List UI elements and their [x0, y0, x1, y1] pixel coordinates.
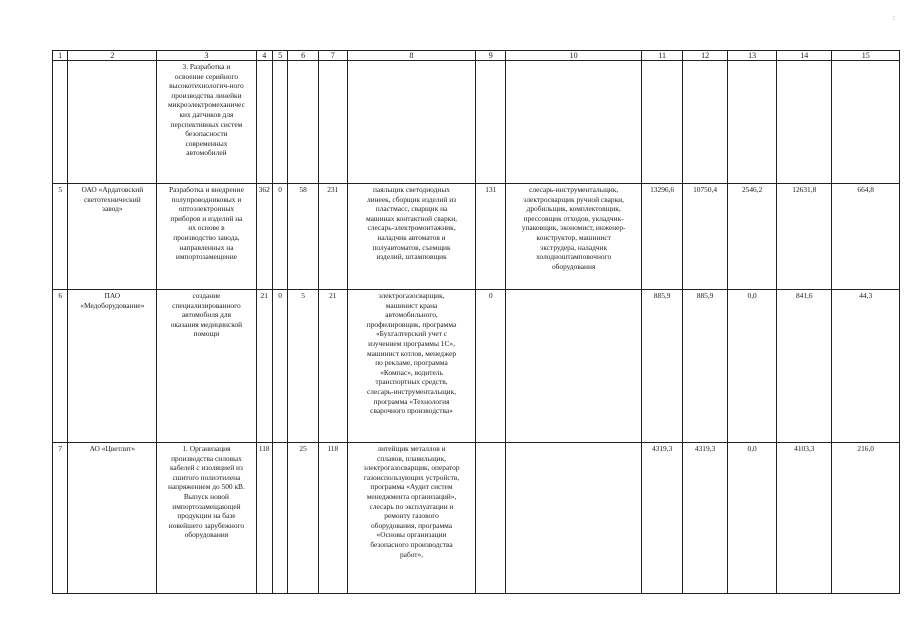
row-number: 7: [53, 443, 68, 594]
professions-cell: [506, 443, 642, 594]
row-number: [53, 61, 68, 184]
value-cell: [288, 61, 319, 184]
table-row: [53, 61, 900, 184]
header-cell: 8: [347, 51, 476, 61]
value-cell: 131: [476, 184, 506, 290]
header-cell: 3: [157, 51, 256, 61]
professions-cell: слесарь-инструментальщик, электросварщик ручной сварки, дробильщик, комплектовщик, прессовщик отходов, укладчик- упаковщик, экономист, инженер- конструктор, машинист экструдера, наладчик холодноштамповочного оборудования: [506, 184, 642, 290]
organization-cell: АО «Цветлит»: [68, 443, 157, 594]
value-cell: 58: [288, 184, 319, 290]
professions-cell: [347, 61, 476, 184]
value-cell: 4319,3: [642, 443, 683, 594]
professions-cell: электрогазосварщик, машинист крана автомобильного, профилировщик, программа «Бухгалтерский учет с изучением программы 1С», машинист котлов, менеджер по рекламе, программа «Компас», водитель транспортных средств, слесарь-инструментальщик, программа «Технология сварочного производства»: [347, 290, 476, 443]
value-cell: 4103,3: [777, 443, 832, 594]
value-cell: [832, 61, 900, 184]
header-cell: 5: [272, 51, 287, 61]
organization-cell: ОАО «Ардатовский светотехнический завод»: [68, 184, 157, 290]
value-cell: 12631,8: [777, 184, 832, 290]
value-cell: 118: [256, 443, 272, 594]
value-cell: [256, 61, 272, 184]
table-row: [53, 290, 900, 443]
value-cell: [683, 61, 728, 184]
project-cell: 1. Организация производства силовых кабелей с изоляцией из сшитого полиэтилена напряжением до 500 кВ. Выпуск новой импортозамещающей продукции на базе новейшего зарубежного оборудования: [157, 443, 256, 594]
value-cell: 885,9: [683, 290, 728, 443]
value-cell: 841,6: [777, 290, 832, 443]
data-table: [52, 50, 900, 594]
header-cell: 1: [53, 51, 68, 61]
table-row: [53, 443, 900, 594]
value-cell: 118: [318, 443, 347, 594]
header-cell: 11: [642, 51, 683, 61]
value-cell: [476, 61, 506, 184]
professions-cell: паяльщик светодиодных линеек, сборщик изделий из пластмасс, сварщик на машинах контактной сварки, слесарь-электромонтажник, наладчик автоматов и полуавтоматов, съемщик изделий, штамповщик: [347, 184, 476, 290]
value-cell: 4319,3: [683, 443, 728, 594]
value-cell: 25: [288, 443, 319, 594]
value-cell: [728, 61, 777, 184]
value-cell: 664,8: [832, 184, 900, 290]
project-cell: Разработка и внедрение полупроводниковых и оптоэлектронных приборов и изделий на их основе в производство завода, направленных на импортозамещение: [157, 184, 256, 290]
value-cell: 44,3: [832, 290, 900, 443]
value-cell: 5: [288, 290, 319, 443]
value-cell: 231: [318, 184, 347, 290]
professions-cell: [506, 61, 642, 184]
header-cell: 2: [68, 51, 157, 61]
value-cell: [318, 61, 347, 184]
row-number: 6: [53, 290, 68, 443]
professions-cell: [506, 290, 642, 443]
value-cell: 0: [272, 290, 287, 443]
organization-cell: [68, 61, 157, 184]
project-cell: 3. Разработка и освоение серийного высокотехнологич-ного производства линейки микроэлектромеханичес ких датчиков для перспективных систем безопасности современных автомобилей: [157, 61, 256, 184]
header-cell: 9: [476, 51, 506, 61]
header-row: [53, 51, 900, 61]
organization-cell: ПАО «Медоборудование»: [68, 290, 157, 443]
project-cell: создание специализированного автомобиля для оказания медицинской помощи: [157, 290, 256, 443]
value-cell: [272, 443, 287, 594]
value-cell: 10750,4: [683, 184, 728, 290]
value-cell: 21: [318, 290, 347, 443]
header-cell: 15: [832, 51, 900, 61]
value-cell: 885,9: [642, 290, 683, 443]
header-cell: 10: [506, 51, 642, 61]
value-cell: [272, 61, 287, 184]
header-cell: 7: [318, 51, 347, 61]
professions-cell: литейщик металлов и сплавов, плавильщик, электрогазосварщик, оператор газоиспользующих устройств, программа «Аудит систем менеджмента организаций», слесарь по эксплуатации и ремонту газового оборудования, программа «Основы организации безопасного производства работ»,: [347, 443, 476, 594]
value-cell: 216,0: [832, 443, 900, 594]
header-cell: 13: [728, 51, 777, 61]
value-cell: 362: [256, 184, 272, 290]
value-cell: [642, 61, 683, 184]
value-cell: [476, 443, 506, 594]
value-cell: 0,0: [728, 443, 777, 594]
value-cell: 13296,6: [642, 184, 683, 290]
header-cell: 6: [288, 51, 319, 61]
corner-mark: :: [893, 14, 895, 22]
row-number: 5: [53, 184, 68, 290]
header-cell: 12: [683, 51, 728, 61]
value-cell: 0: [272, 184, 287, 290]
value-cell: 2546,2: [728, 184, 777, 290]
value-cell: [777, 61, 832, 184]
header-cell: 4: [256, 51, 272, 61]
value-cell: 21: [256, 290, 272, 443]
value-cell: 0: [476, 290, 506, 443]
value-cell: 0,0: [728, 290, 777, 443]
table-row: [53, 184, 900, 290]
header-cell: 14: [777, 51, 832, 61]
